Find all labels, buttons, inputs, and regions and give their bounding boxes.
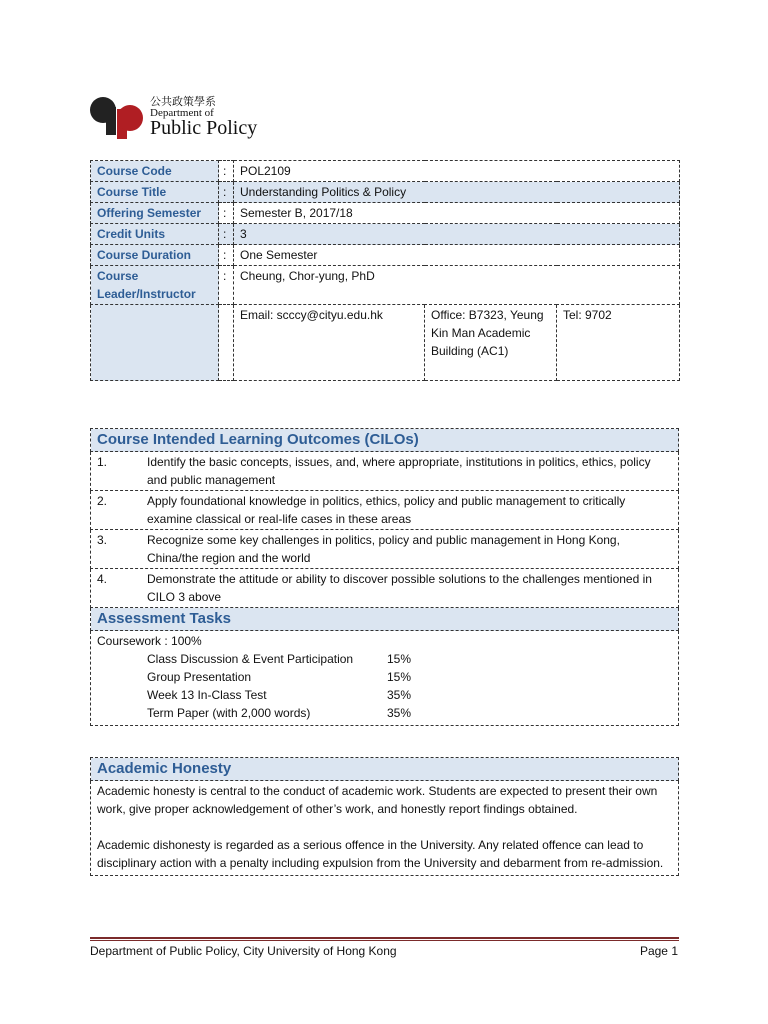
list-item: Group Presentation 15% — [147, 670, 412, 684]
list-item: Week 13 In-Class Test 35% — [147, 688, 412, 702]
page-number: Page 1 — [639, 944, 678, 958]
list-item: 4. Demonstrate the attitude or ability to discover possible solutions to the challenges mentioned in CILO 3 above — [91, 569, 679, 608]
honesty-paragraph: Academic honesty is central to the conduct of academic work. Students are expected to present their own work, give proper acknowledgement of other’s work, and honestly report findings obtained. — [97, 784, 658, 816]
list-item: 2. Apply foundational knowledge in politics, ethics, policy and public management to critically examine classical or real-life cases in these areas — [91, 491, 679, 530]
department-logo — [90, 93, 270, 143]
table-row: Course Title : Understanding Politics & Policy — [91, 182, 680, 203]
course-info-table — [90, 160, 680, 381]
cilos-table — [90, 428, 679, 726]
honesty-paragraph: Academic dishonesty is regarded as a serious offence in the University. Any related offence can lead to disciplinary action with a penalty including expulsion from the University and debarment from re-admission. — [97, 838, 664, 870]
footer-department: Department of Public Policy, City University of Hong Kong — [90, 944, 397, 958]
list-item: Class Discussion & Event Participation 15% — [147, 652, 412, 666]
list-item: 1. Identify the basic concepts, issues, and, where appropriate, institutions in politics, ethics, policy and public management — [91, 452, 679, 491]
academic-honesty-table — [90, 757, 679, 876]
table-row: Email: scccy@cityu.edu.hk Office: B7323, Yeung Kin Man Academic Building (AC1) Tel: 9702 — [91, 305, 680, 381]
table-row: Offering Semester : Semester B, 2017/18 — [91, 203, 680, 224]
footer-divider — [90, 937, 679, 941]
honesty-heading: Academic Honesty — [91, 758, 679, 781]
table-row: Course Duration : One Semester — [91, 245, 680, 266]
table-row: Credit Units : 3 — [91, 224, 680, 245]
table-row: Course Code : POL2109 — [91, 161, 680, 182]
coursework-total: Coursework : 100% — [97, 634, 202, 648]
logo-chinese: 公共政策學系 — [150, 95, 216, 108]
logo-line2: Public Policy — [150, 117, 258, 139]
email-link[interactable]: Email: scccy@cityu.edu.hk — [234, 305, 425, 381]
table-row: Course Leader/Instructor : Cheung, Chor-yung, PhD — [91, 266, 680, 305]
list-item: 3. Recognize some key challenges in politics, policy and public management in Hong Kong, China/the region and the world — [91, 530, 679, 569]
assessment-heading: Assessment Tasks — [91, 608, 679, 631]
list-item: Term Paper (with 2,000 words) 35% — [147, 706, 412, 720]
logo-line1: Department of — [150, 107, 214, 119]
cilos-heading: Course Intended Learning Outcomes (CILOs) — [91, 429, 679, 452]
